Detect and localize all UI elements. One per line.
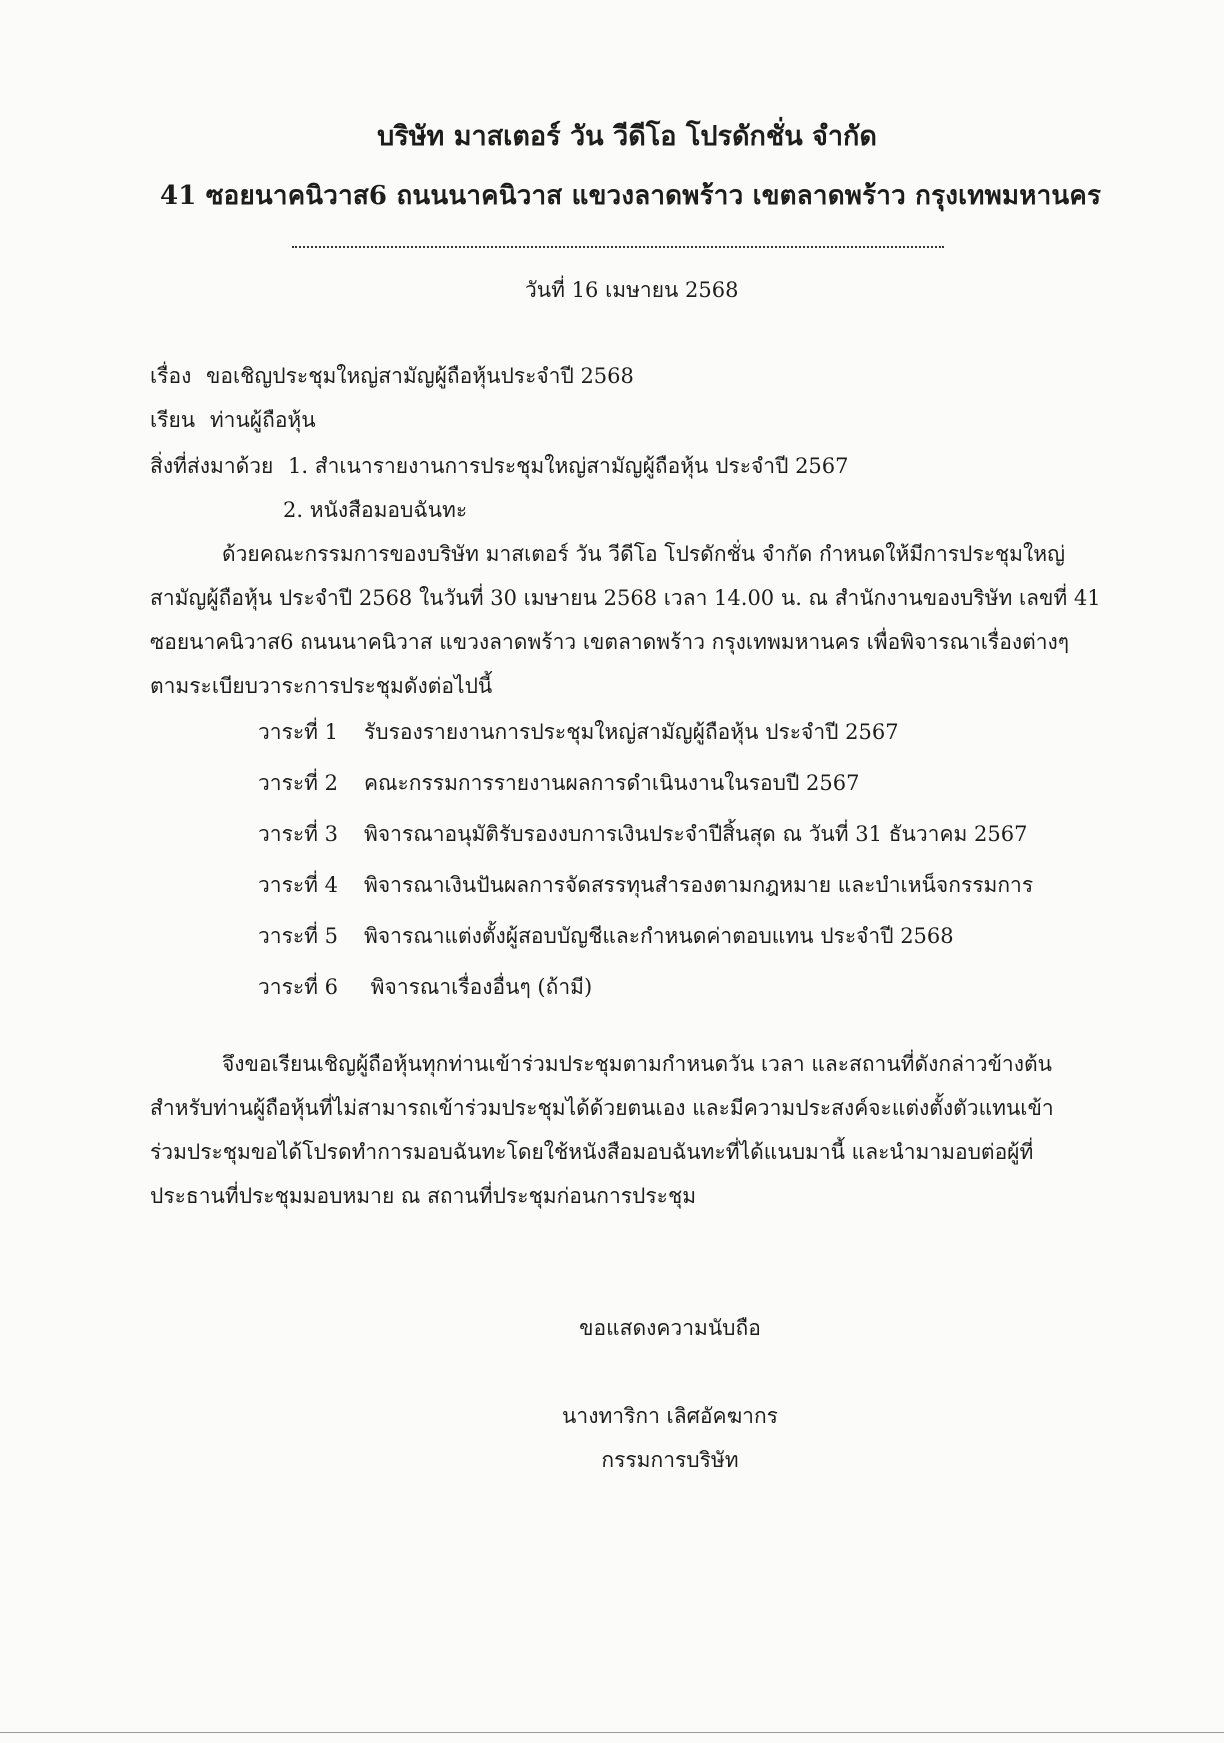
subject-text: ขอเชิญประชุมใหญ่สามัญผู้ถือหุ้นประจำปี 2568 — [206, 364, 634, 388]
subject-line — [150, 360, 634, 393]
agenda-text: พิจารณาเรื่องอื่นๆ (ถ้ามี) — [364, 975, 593, 999]
signer-title: กรรมการบริษัท — [601, 1448, 739, 1472]
agenda-number: วาระที่ 6 — [258, 975, 339, 999]
agenda-text: รับรองรายงานการประชุมใหญ่สามัญผู้ถือหุ้น ประจำปี 2567 — [364, 720, 899, 744]
addressee-line — [150, 404, 316, 437]
agenda-item — [258, 920, 954, 953]
agenda-number: วาระที่ 1 — [258, 720, 339, 744]
agenda-item — [258, 716, 899, 749]
letter-date: วันที่ 16 เมษายน 2568 — [525, 278, 739, 302]
paragraph-line: สามัญผู้ถือหุ้น ประจำปี 2568 ในวันที่ 30 เมษายน 2568 เวลา 14.00 น. ณ สำนักงานของบริษัท เลขที่ 41 — [150, 586, 1101, 610]
signer-name: นางทาริกา เลิศอัคฆากร — [562, 1404, 778, 1428]
paragraph-line: สำหรับท่านผู้ถือหุ้นที่ไม่สามารถเข้าร่วมประชุมได้ด้วยตนเอง และมีความประสงค์จะแต่งตั้งตัวแทนเข้า — [150, 1096, 1054, 1120]
paragraph-line: ตามระเบียบวาระการประชุมดังต่อไปนี้ — [150, 674, 493, 698]
addressee-text: ท่านผู้ถือหุ้น — [209, 408, 316, 432]
agenda-text: คณะกรรมการรายงานผลการดำเนินงานในรอบปี 2567 — [364, 771, 860, 795]
scan-edge-line — [0, 1732, 1224, 1733]
enclosure-item: 2. หนังสือมอบฉันทะ — [283, 498, 468, 522]
company-address: 41 ซอยนาคนิวาส6 ถนนนาคนิวาส แขวงลาดพร้าว เขตลาดพร้าว กรุงเทพมหานคร — [160, 181, 1102, 211]
company-name: บริษัท มาสเตอร์ วัน วีดีโอ โปรดักชั่น จำกัด — [377, 121, 877, 152]
agenda-text: พิจารณาแต่งตั้งผู้สอบบัญชีและกำหนดค่าตอบแทน ประจำปี 2568 — [364, 924, 954, 948]
enclosures-line — [150, 450, 849, 483]
enclosure-item: 1. สำเนารายงานการประชุมใหญ่สามัญผู้ถือหุ้น ประจำปี 2567 — [288, 454, 849, 478]
agenda-number: วาระที่ 4 — [258, 873, 339, 897]
agenda-number: วาระที่ 5 — [258, 924, 339, 948]
agenda-number: วาระที่ 3 — [258, 822, 339, 846]
agenda-item — [258, 767, 859, 800]
paragraph-line: ซอยนาคนิวาส6 ถนนนาคนิวาส แขวงลาดพร้าว เขตลาดพร้าว กรุงเทพมหานคร เพื่อพิจารณาเรื่องต่างๆ — [150, 630, 1070, 654]
paragraph-line: ด้วยคณะกรรมการของบริษัท มาสเตอร์ วัน วีดีโอ โปรดักชั่น จำกัด กำหนดให้มีการประชุมใหญ่ — [222, 542, 1065, 566]
body-paragraph-1 — [150, 532, 1101, 708]
closing-salutation: ขอแสดงความนับถือ — [579, 1316, 761, 1340]
agenda-text: พิจารณาเงินปันผลการจัดสรรทุนสำรองตามกฎหมาย และบำเหน็จกรรมการ — [364, 873, 1034, 897]
agenda-item — [258, 869, 1033, 902]
body-paragraph-2 — [150, 1042, 1070, 1218]
agenda-item — [258, 971, 592, 1004]
enclosures-label: สิ่งที่ส่งมาด้วย — [150, 454, 274, 478]
agenda-number: วาระที่ 2 — [258, 771, 339, 795]
paragraph-line: ประธานที่ประชุมมอบหมาย ณ สถานที่ประชุมก่อนการประชุม — [150, 1184, 697, 1208]
subject-label: เรื่อง — [150, 364, 192, 388]
paragraph-line: ร่วมประชุมขอได้โปรดทำการมอบฉันทะโดยใช้หนังสือมอบฉันทะที่ได้แนบมานี้ และนำมามอบต่อผู้ที่ — [150, 1140, 1034, 1164]
agenda-text: พิจารณาอนุมัติรับรองงบการเงินประจำปีสิ้นสุด ณ วันที่ 31 ธันวาคม 2567 — [364, 822, 1028, 846]
addressee-label: เรียน — [150, 408, 196, 432]
agenda-item — [258, 818, 1027, 851]
paragraph-line: จึงขอเรียนเชิญผู้ถือหุ้นทุกท่านเข้าร่วมประชุมตามกำหนดวัน เวลา และสถานที่ดังกล่าวข้างต้น — [222, 1052, 1052, 1076]
header-dotted-divider — [292, 246, 944, 248]
